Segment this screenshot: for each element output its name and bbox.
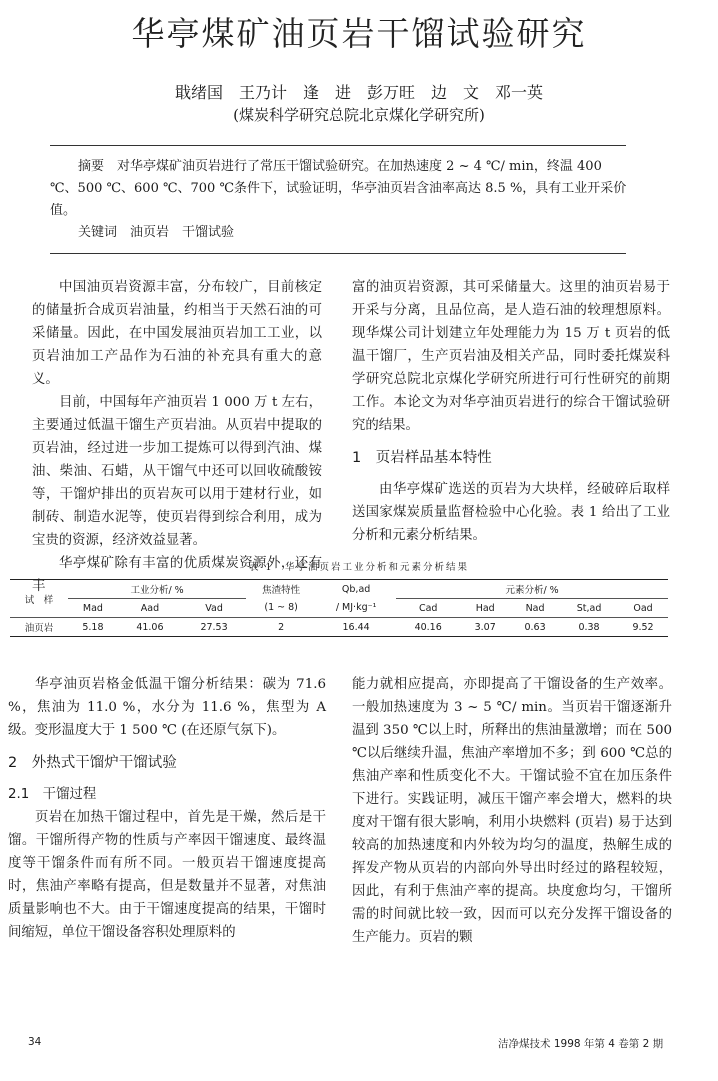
header-sample: 试 样 [10, 580, 68, 618]
keywords-text: 油页岩 干馏试验 [130, 225, 235, 240]
col-q-unit: / MJ·kg⁻¹ [335, 602, 377, 614]
page-number: 34 [28, 1036, 42, 1048]
right-column-bottom [352, 673, 672, 949]
body-paragraph: 中国油页岩资源丰富，分布较广，目前核定的储量折合成页岩油量，约相当于天然石油的可采储量。因此，在中国发展油页岩加工工业，以页岩油加工产品作为石油的补充具有重大的意义。 [32, 280, 322, 387]
body-paragraph: 目前，中国每年产油页岩 1 000 万 t 左右，主要通过低温干馏生产页岩油。从页岩中提取的页岩油，经过进一步加工提炼可以得到汽油、煤油、柴油、石蜡，从干馏气中还可以回收硫酸铵等，干馏炉排出的页岩灰可以用于建材行业，如制砖、制造水泥等，使页岩得到综合利用，成为宝贵的资源，经济效益显著。 [32, 395, 322, 548]
paper-title: 华亭煤矿油页岩干馏试验研究 [131, 14, 587, 53]
body-paragraph: 能力就相应提高，亦即提高了干馏设备的生产效率。一般加热速度为 3 ~ 5 ℃/ min。当页岩干馏逐渐升温到 350 ℃以上时，所释出的焦油量激增；而在 500 ℃以后继续升温，焦油产率增加不多；到 600 ℃总的焦油产率和性质变化不大。干馏试验不宜在加压条件下进行。实践证明，减压干馏产率会增大，燃料的块度对干馏有很大影响，利用小块燃料 (页岩) 易于达到较高的加热速度和内外较为均匀的温度，热解生成的挥发产物从页岩的内部向外导出时经过的路程较短，因此，有利于焦油产率的提高。块度愈均匀，干馏所需的时间就比较一致，因而可以充分发挥干馏设备的生产能力。页岩的颗 [352, 677, 672, 945]
journal-footer: 洁净煤技术 1998 年第 4 卷第 2 期 [498, 1038, 664, 1050]
col-stad: St,ad [576, 602, 602, 614]
col-oad: Oad [633, 602, 653, 614]
col-mad: Mad [82, 602, 103, 614]
abstract-top-rule [50, 145, 626, 146]
keywords-line [50, 222, 628, 244]
body-paragraph: 由华亭煤矿选送的页岩为大块样，经破碎后取样送国家煤炭质量监督检验中心化验。表 1 给出了工业分析和元素分析结果。 [352, 482, 670, 543]
cell-aad: 41.06 [136, 621, 164, 633]
table-row [10, 618, 668, 637]
section-heading-2: 2 外热式干馏炉干馏试验 [8, 755, 177, 771]
table-caption: 表 1 华亭油页岩工业分析和元素分析结果 [248, 562, 470, 573]
right-column-top [352, 276, 670, 547]
cell-q: 16.44 [342, 621, 370, 633]
body-paragraph: 华亭油页岩格金低温干馏分析结果：碳为 71.6 %，焦油为 11.0 %，水分为 11.6 %，焦型为 A 级。变形温度大于 1 500 ℃ (在还原气氛下)。 [8, 677, 326, 738]
col-aad: Aad [140, 602, 160, 614]
cell-nad: 0.63 [524, 621, 546, 633]
col-had: Had [475, 602, 495, 614]
col-vad: Vad [205, 602, 223, 614]
abstract-bottom-rule [50, 253, 626, 254]
cell-cad: 40.16 [414, 621, 442, 633]
header-proximate: 工业分析/ % [68, 580, 246, 599]
cell-had: 3.07 [474, 621, 496, 633]
col-cad: Cad [418, 602, 438, 614]
body-paragraph: 富的油页岩资源，其可采储量大。这里的油页岩易于开采与分离，且品位高，是人造石油的较理想原料。现华煤公司计划建立年处理能力为 15 万 t 页岩的低温干馏厂，生产页岩油及相关产品，同时委托煤炭科学研究总院北京煤化学研究所进行可行性研究的前期工作。本论文为对华亭油页岩进行的综合干馏试验研究的结果。 [352, 280, 670, 433]
affiliation: (煤炭科学研究总院北京煤化学研究所) [233, 106, 485, 124]
left-column-bottom [8, 673, 326, 944]
keywords-label: 关键词 [78, 225, 118, 240]
cell-vad: 27.53 [200, 621, 228, 633]
cell-stad: 0.38 [578, 621, 600, 633]
subsection-heading-2-1: 2.1 干馏过程 [8, 787, 97, 802]
cell-sample: 油页岩 [24, 623, 54, 634]
section-heading-1: 1 页岩样品基本特性 [352, 450, 492, 466]
abstract-paragraph [50, 156, 628, 222]
col-coke-range: (1 ~ 8) [264, 602, 298, 614]
header-coke: 焦渣特性 [262, 585, 301, 597]
abstract-label: 摘要 [78, 159, 105, 174]
body-paragraph: 页岩在加热干馏过程中，首先是干燥，然后是干馏。干馏所得产物的性质与产率因干馏速度、最终温度等干馏条件而有所不同。一般页岩干馏速度提高时，焦油产率略有提高，但是数量并不显著，对焦油质量影响也不大。由于干馏速度提高的结果，干馏时间缩短，单位干馏设备容积处理原料的 [8, 810, 326, 940]
cell-oad: 9.52 [632, 621, 654, 633]
cell-coke: 2 [278, 621, 285, 633]
cell-mad: 5.18 [82, 621, 104, 633]
header-ultimate: 元素分析/ % [396, 580, 668, 599]
author-list: 戢绪国 王乃计 逢 进 彭万旺 边 文 邓一英 [174, 83, 543, 102]
abstract-block [50, 156, 628, 244]
analysis-table [10, 579, 668, 637]
header-q: Qb,ad [341, 583, 371, 595]
col-nad: Nad [525, 602, 545, 614]
left-column-top [32, 276, 322, 598]
abstract-text: 对华亭煤矿油页岩进行了常压干馏试验研究。在加热速度 2 ~ 4 ℃/ min，终温 400 ℃、500 ℃、600 ℃、700 ℃条件下，试验证明，华亭油页岩含油率高达 8.5 %，具有工业开采价值。 [50, 159, 627, 218]
body-paragraph: 华亭煤矿除有丰富的优质煤炭资源外，还有丰 [32, 556, 322, 594]
